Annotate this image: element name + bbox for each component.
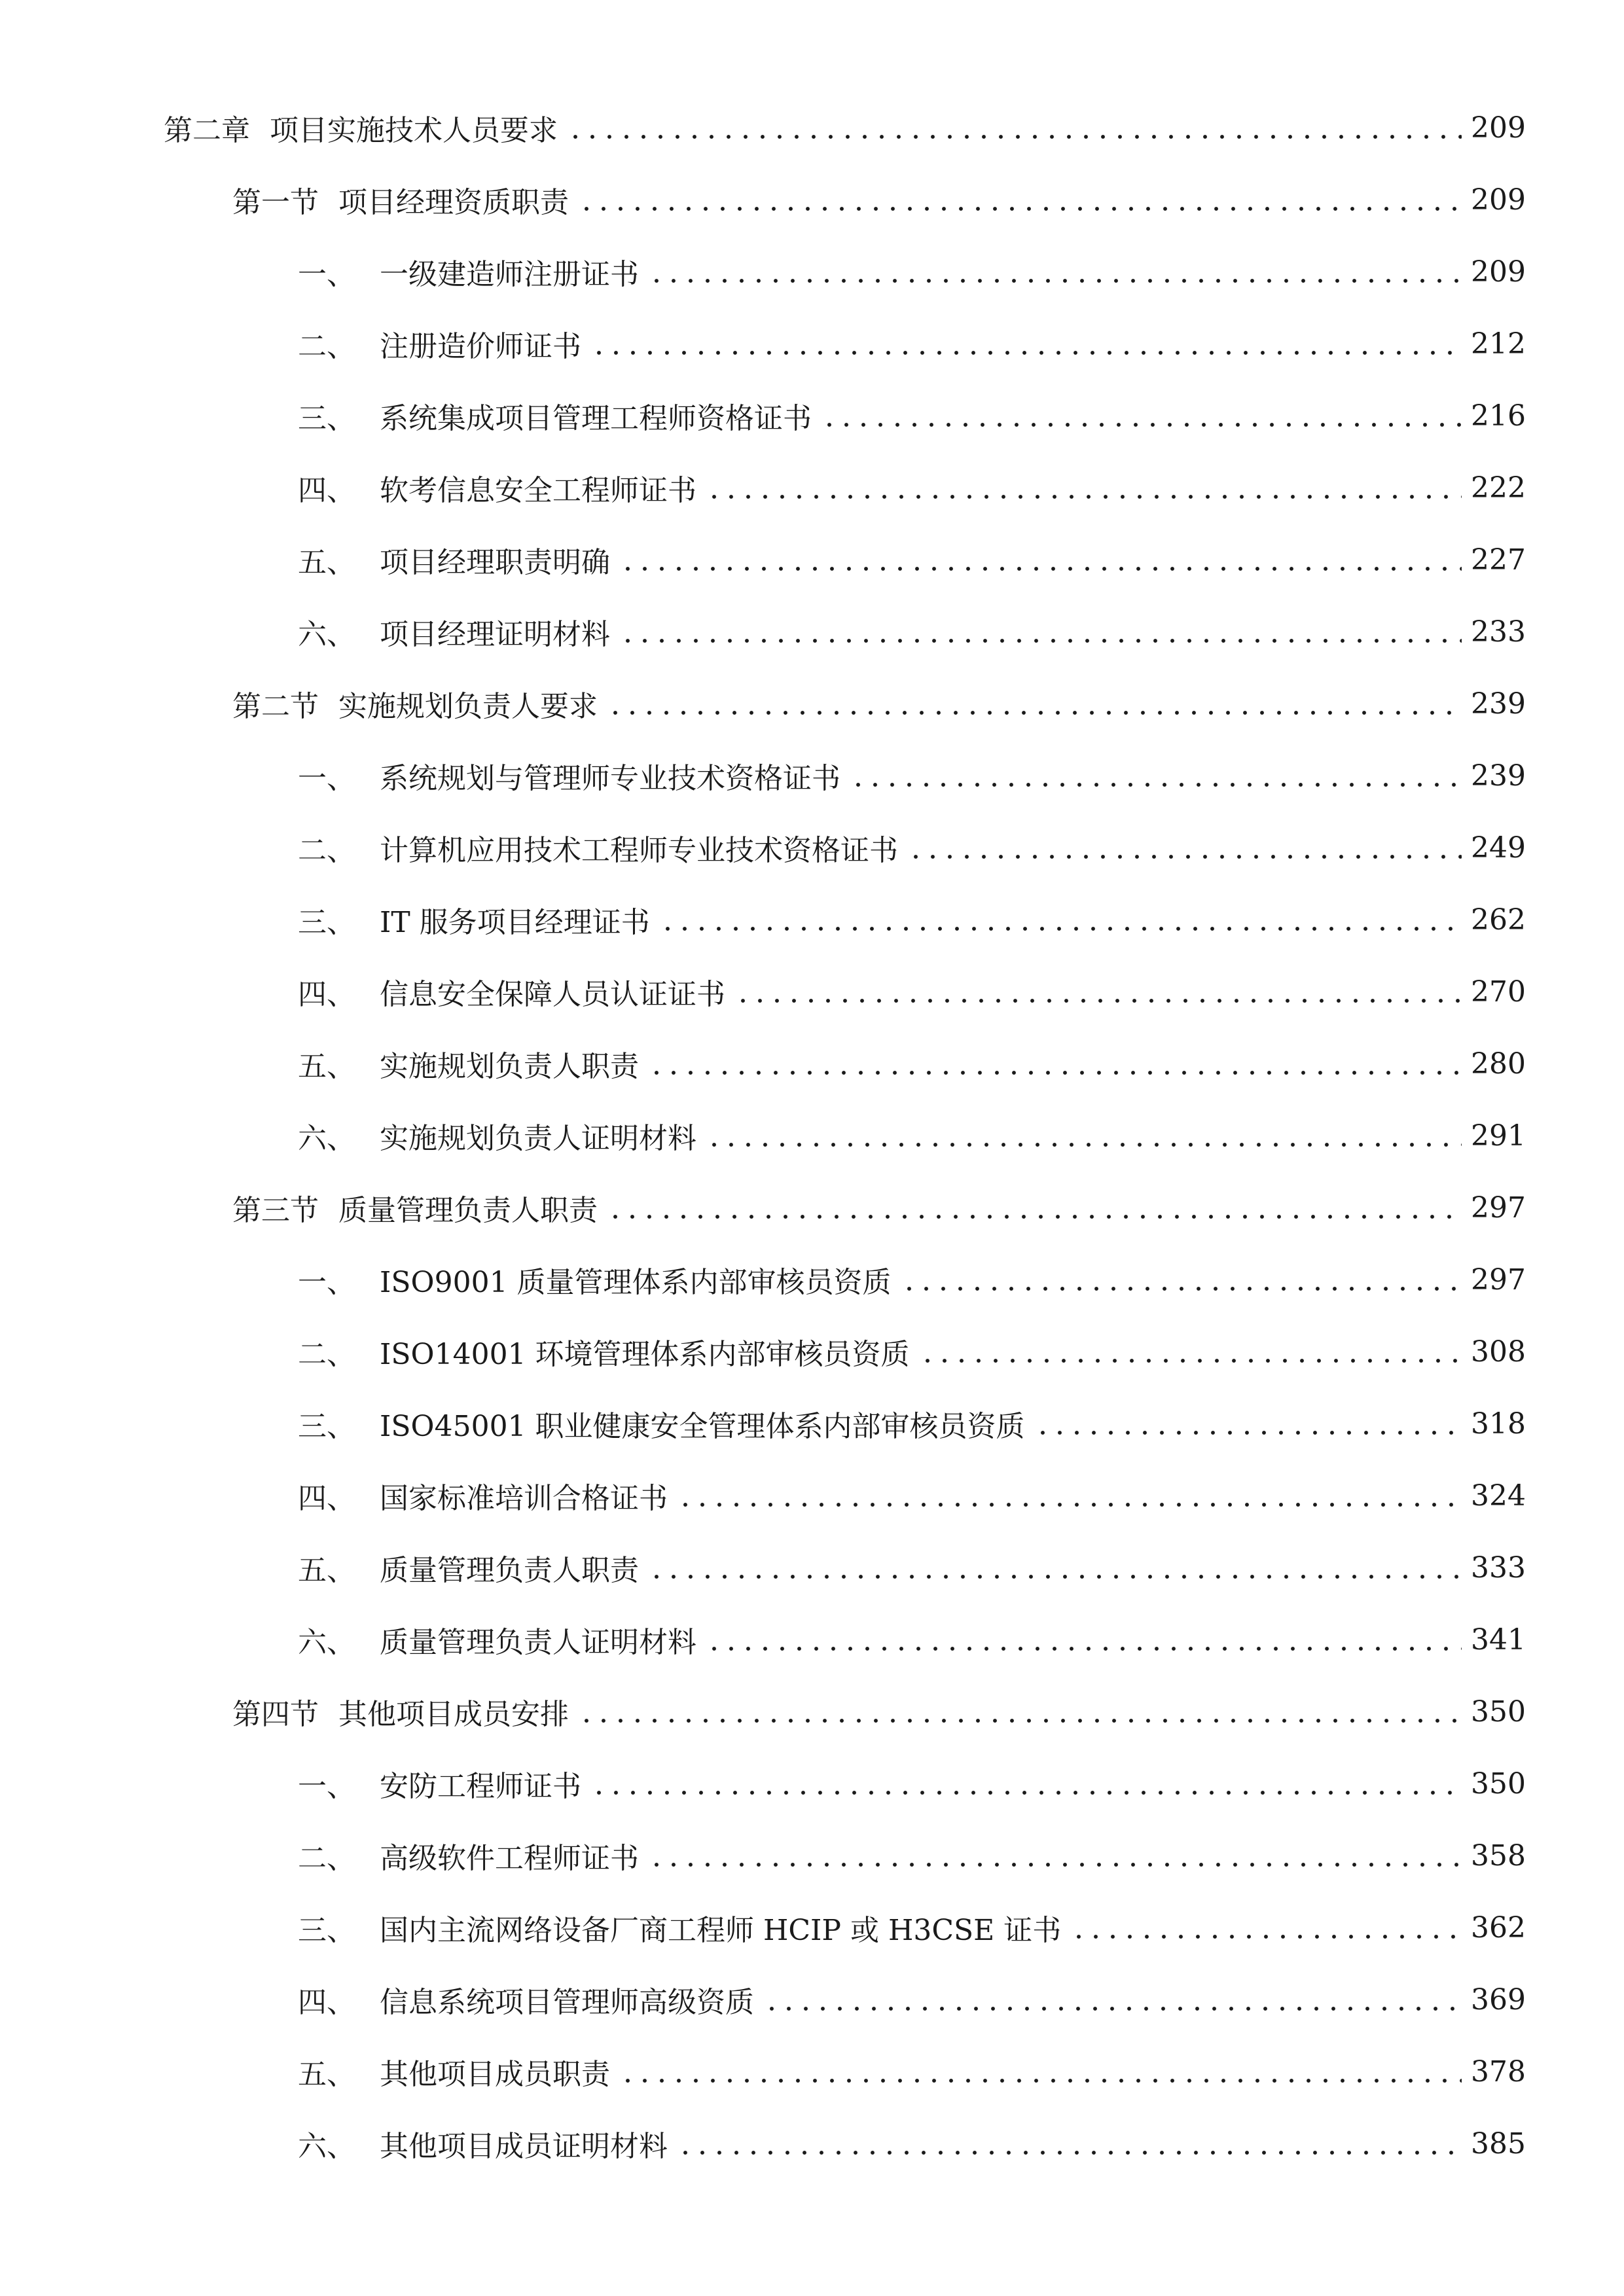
toc-entry[interactable] — [0, 1172, 1526, 1244]
toc-entry-title: 项目经理证明材料 — [380, 618, 610, 651]
toc-entry-title: 实施规划负责人要求 — [338, 690, 598, 723]
toc-entry-title: 项目经理资质职责 — [338, 186, 569, 219]
toc-entry[interactable] — [0, 1028, 1526, 1100]
toc-entry-title: ISO45001 职业健康安全管理体系内部审核员资质 — [380, 1410, 1025, 1443]
toc-entry-page-number: 212 — [1471, 327, 1526, 361]
toc-entry[interactable] — [0, 1748, 1526, 1820]
toc-entry-title: 系统规划与管理师专业技术资格证书 — [380, 762, 840, 795]
toc-entry-title: 质量管理负责人职责 — [380, 1554, 639, 1587]
dot-leader — [1034, 1407, 1462, 1436]
toc-entry-title: 实施规划负责人职责 — [380, 1050, 639, 1083]
toc-entry-title: 高级软件工程师证书 — [380, 1842, 639, 1875]
toc-entry-title: 信息系统项目管理师高级资质 — [380, 1986, 754, 2019]
dot-leader — [919, 1335, 1462, 1364]
toc-entry-page-number: 358 — [1471, 1839, 1526, 1873]
toc-entry-number: 三、 — [298, 906, 355, 939]
toc-entry-title: 质量管理负责人职责 — [338, 1194, 598, 1227]
dot-leader — [659, 903, 1462, 932]
toc-entry-page-number: 239 — [1471, 687, 1526, 721]
toc-entry-page-number: 385 — [1471, 2126, 1526, 2161]
toc-entry-number: 第二节 — [232, 690, 319, 723]
toc-entry-title: 安防工程师证书 — [380, 1770, 581, 1803]
toc-entry[interactable] — [0, 1604, 1526, 1676]
toc-entry-page-number: 369 — [1471, 1982, 1526, 2017]
toc-entry[interactable] — [0, 236, 1526, 308]
toc-entry-title: 其他项目成员证明材料 — [380, 2130, 668, 2163]
toc-entry-title: 软考信息安全工程师证书 — [380, 474, 696, 507]
toc-entry[interactable] — [0, 1244, 1526, 1316]
toc-entry-page-number: 222 — [1471, 471, 1526, 505]
toc-entry[interactable] — [0, 1532, 1526, 1604]
toc-entry-title: ISO9001 质量管理体系内部审核员资质 — [380, 1266, 892, 1299]
toc-entry-number: 一、 — [298, 1266, 355, 1299]
toc-entry[interactable] — [0, 1676, 1526, 1748]
toc-entry[interactable] — [0, 668, 1526, 740]
toc-entry[interactable] — [0, 956, 1526, 1028]
toc-entry-title: 其他项目成员安排 — [338, 1698, 569, 1731]
dot-leader — [578, 183, 1462, 212]
table-of-contents — [0, 92, 1624, 2179]
toc-entry-page-number: 262 — [1471, 903, 1526, 937]
toc-entry[interactable] — [0, 1316, 1526, 1388]
dot-leader — [590, 327, 1462, 356]
toc-entry-number: 六、 — [298, 2130, 355, 2163]
toc-entry-page-number: 362 — [1471, 1910, 1526, 1945]
dot-leader — [706, 1623, 1462, 1652]
toc-entry-title: 计算机应用技术工程师专业技术资格证书 — [380, 834, 898, 867]
dot-leader — [821, 399, 1462, 428]
toc-entry[interactable] — [0, 884, 1526, 956]
toc-entry-number: 四、 — [298, 1986, 355, 2019]
toc-entry-title: 实施规划负责人证明材料 — [380, 1122, 696, 1155]
toc-entry-title: 质量管理负责人证明材料 — [380, 1626, 696, 1659]
toc-entry-number: 三、 — [298, 1914, 355, 1947]
dot-leader — [677, 1479, 1462, 1508]
toc-entry[interactable] — [0, 452, 1526, 524]
dot-leader — [734, 975, 1462, 1004]
toc-entry[interactable] — [0, 164, 1526, 236]
toc-entry-title: 国家标准培训合格证书 — [380, 1482, 668, 1515]
toc-entry[interactable] — [0, 524, 1526, 596]
toc-entry[interactable] — [0, 812, 1526, 884]
toc-entry[interactable] — [0, 596, 1526, 668]
dot-leader — [850, 759, 1462, 788]
dot-leader — [578, 1695, 1462, 1724]
dot-leader — [706, 471, 1462, 500]
toc-entry-title: 信息安全保障人员认证证书 — [380, 978, 725, 1011]
toc-entry-title: 系统集成项目管理工程师资格证书 — [380, 402, 812, 435]
toc-entry-number: 二、 — [298, 1338, 355, 1371]
toc-entry-page-number: 308 — [1471, 1335, 1526, 1369]
toc-entry-page-number: 280 — [1471, 1047, 1526, 1081]
dot-leader — [590, 1767, 1462, 1796]
toc-entry[interactable] — [0, 1820, 1526, 1892]
toc-entry-title: ISO14001 环境管理体系内部审核员资质 — [380, 1338, 910, 1371]
toc-entry-number: 第三节 — [232, 1194, 319, 1227]
toc-entry-number: 六、 — [298, 618, 355, 651]
toc-entry[interactable] — [0, 1964, 1526, 2036]
toc-entry-title: 其他项目成员职责 — [380, 2058, 610, 2091]
toc-entry-page-number: 239 — [1471, 759, 1526, 793]
dot-leader — [677, 2127, 1462, 2156]
toc-entry-page-number: 270 — [1471, 975, 1526, 1009]
toc-entry-page-number: 297 — [1471, 1191, 1526, 1225]
toc-entry-number: 二、 — [298, 834, 355, 867]
toc-entry-number: 六、 — [298, 1626, 355, 1659]
dot-leader — [907, 831, 1462, 860]
dot-leader — [648, 1551, 1462, 1580]
toc-entry-page-number: 297 — [1471, 1263, 1526, 1297]
toc-entry-number: 第四节 — [232, 1698, 319, 1731]
dot-leader — [1070, 1911, 1462, 1940]
toc-entry-title: 项目经理职责明确 — [380, 546, 610, 579]
toc-entry-number: 四、 — [298, 978, 355, 1011]
toc-entry[interactable] — [0, 380, 1526, 452]
toc-entry-page-number: 378 — [1471, 2054, 1526, 2089]
dot-leader — [706, 1119, 1462, 1148]
dot-leader — [648, 1047, 1462, 1076]
dot-leader — [619, 2055, 1462, 2084]
toc-entry-page-number: 249 — [1471, 831, 1526, 865]
dot-leader — [619, 615, 1462, 644]
toc-entry-number: 一、 — [298, 1770, 355, 1803]
toc-entry-page-number: 233 — [1471, 615, 1526, 649]
toc-entry-number: 三、 — [298, 1410, 355, 1443]
toc-entry-page-number: 350 — [1471, 1695, 1526, 1729]
toc-entry-title: 一级建造师注册证书 — [380, 258, 639, 291]
toc-entry-page-number: 291 — [1471, 1119, 1526, 1153]
dot-leader — [619, 543, 1462, 572]
toc-entry-title: 国内主流网络设备厂商工程师 HCIP 或 H3CSE 证书 — [380, 1914, 1062, 1947]
toc-entry-number: 一、 — [298, 258, 355, 291]
toc-entry-number: 五、 — [298, 1554, 355, 1587]
toc-entry-number: 四、 — [298, 1482, 355, 1515]
toc-entry-page-number: 216 — [1471, 399, 1526, 433]
toc-entry-title: 项目实施技术人员要求 — [270, 114, 558, 147]
toc-entry-number: 五、 — [298, 546, 355, 579]
dot-leader — [901, 1263, 1462, 1292]
toc-entry-page-number: 350 — [1471, 1767, 1526, 1801]
toc-entry[interactable] — [0, 1388, 1526, 1460]
toc-entry-number: 五、 — [298, 2058, 355, 2091]
dot-leader — [607, 687, 1462, 716]
toc-entry[interactable] — [0, 740, 1526, 812]
dot-leader — [763, 1983, 1462, 2012]
toc-entry-number: 四、 — [298, 474, 355, 507]
toc-entry-page-number: 209 — [1471, 111, 1526, 145]
toc-entry-number: 第二章 — [164, 114, 250, 147]
toc-entry-number: 二、 — [298, 1842, 355, 1875]
toc-entry-page-number: 324 — [1471, 1479, 1526, 1513]
toc-entry[interactable] — [0, 1460, 1526, 1532]
dot-leader — [648, 255, 1462, 284]
dot-leader — [648, 1839, 1462, 1868]
toc-entry[interactable] — [0, 92, 1526, 164]
dot-leader — [607, 1191, 1462, 1220]
toc-entry[interactable] — [0, 2036, 1526, 2108]
toc-entry-number: 五、 — [298, 1050, 355, 1083]
toc-entry-page-number: 341 — [1471, 1623, 1526, 1657]
toc-entry[interactable] — [0, 1100, 1526, 1172]
toc-entry[interactable] — [0, 308, 1526, 380]
toc-entry-number: 第一节 — [232, 186, 319, 219]
toc-entry-page-number: 318 — [1471, 1407, 1526, 1441]
toc-entry-number: 二、 — [298, 330, 355, 363]
toc-entry-number: 六、 — [298, 1122, 355, 1155]
toc-entry[interactable] — [0, 2108, 1526, 2179]
toc-entry-title: 注册造价师证书 — [380, 330, 581, 363]
toc-entry-number: 一、 — [298, 762, 355, 795]
toc-entry-number: 三、 — [298, 402, 355, 435]
toc-entry-page-number: 209 — [1471, 183, 1526, 217]
dot-leader — [567, 111, 1462, 140]
toc-entry-page-number: 227 — [1471, 543, 1526, 577]
toc-entry-page-number: 209 — [1471, 255, 1526, 289]
toc-entry-page-number: 333 — [1471, 1551, 1526, 1585]
toc-entry[interactable] — [0, 1892, 1526, 1964]
toc-entry-title: IT 服务项目经理证书 — [380, 906, 650, 939]
